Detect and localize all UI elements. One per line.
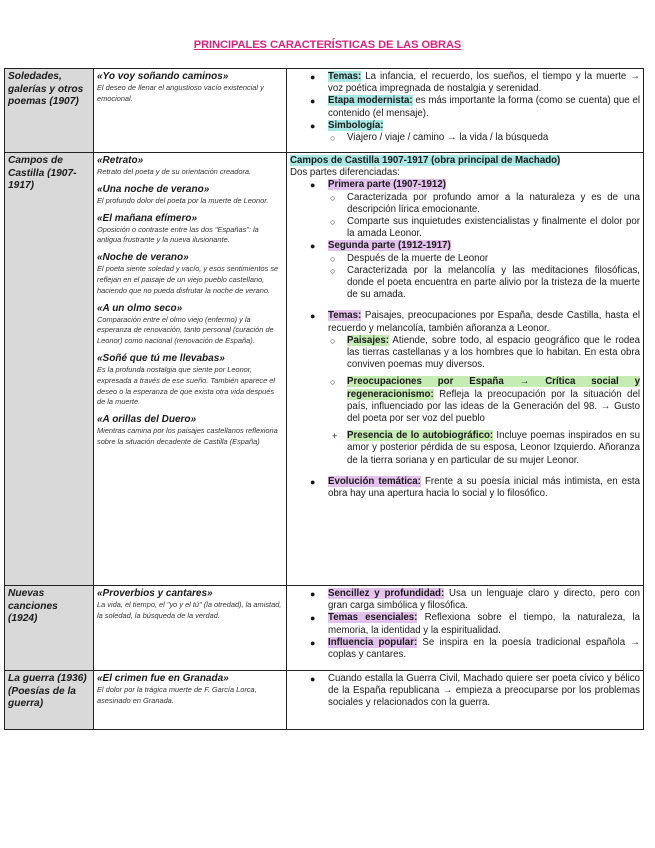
table-row: [5, 69, 644, 153]
table-row: [5, 586, 644, 671]
highlight-label: Paisajes:: [347, 334, 390, 346]
poem-title: «El mañana efímero»: [97, 212, 198, 224]
bullet-text: Refleja la preocupación por la situación del país, influenciado por las ideas de la Generación del 98. → Gusto del poeta por ser voz del pueblo: [347, 388, 640, 425]
highlight-label: Temas:: [328, 310, 362, 322]
bullet-item: [290, 612, 640, 636]
highlight-label: Influencia popular:: [328, 636, 418, 648]
highlight-label: Temas esenciales:: [328, 612, 418, 624]
bullet-text: es más importante la forma (como se cuenta) que el contenido (el mensaje).: [328, 95, 641, 119]
poem-title: «A un olmo seco»: [97, 302, 183, 314]
bullet-item: [290, 71, 640, 95]
sub-bullet-item: ○ Viajero / viaje / camino → la vida / la búsqueda: [290, 132, 640, 144]
poem-title: «Noche de verano»: [97, 252, 189, 264]
highlight-label: Presencia de lo autobiográfico:: [347, 430, 494, 442]
bullet-text: La infancia, el recuerdo, los sueños, el tiempo y la muerte → voz poética impregnada de nostalgia y serenidad.: [328, 71, 640, 95]
bullet-item: [290, 637, 640, 661]
bullet-item: [290, 179, 640, 191]
sub-bullet-item: [290, 376, 640, 425]
highlight-label: Preocupaciones por España → Crítica social y regeneracionismo:: [347, 376, 640, 400]
sub-bullet-item: [290, 335, 640, 372]
bullet-item: ● Cuando estalla la Guerra Civil, Machado quiere ser poeta cívico y bélico de la España republicana → empieza a preocuparse por los problemas sociales y relacionados con la guerra.: [290, 673, 640, 710]
sub-bullet-item: ○ Después de la muerte de Leonor: [290, 253, 640, 265]
highlight-label: Temas:: [328, 71, 362, 82]
poems-cell: [94, 69, 287, 153]
bullet-item: [290, 240, 640, 252]
poem-title: «Retrato»: [97, 155, 144, 166]
bullet-text: Usa un lenguaje claro y directo, pero con gran carga simbólica y filosófica.: [328, 588, 640, 612]
poem-title: «Yo voy soñando caminos»: [97, 71, 229, 82]
poem-title: «Proverbios y cantares»: [97, 588, 213, 599]
poems-cell: [94, 586, 287, 671]
poem-desc: El deseo de llenar el angustioso vacío existencial y emocional.: [97, 83, 264, 103]
poem-desc: Comparación entre el olmo viejo (enfermo) y la esperanza de renovación, tanto personal (curación de Leonor) como nacional (renovación de España).: [97, 314, 274, 346]
poem-desc: El profundo dolor del poeta por la muerte de Leonor.: [97, 195, 269, 205]
highlight-label: Evolución temática:: [328, 475, 421, 487]
work-cell: La guerra (1936) (Poesías de la guerra): [5, 671, 94, 730]
bullet-item: [290, 120, 640, 132]
sub-bullet-item: ○ Caracterizada por profundo amor a la naturaleza y es de una descripción lírica emocionante.: [290, 192, 640, 216]
work-cell: Nuevas canciones (1924): [5, 586, 94, 671]
poem-desc: El poeta siente soledad y vacío, y esos sentimientos se reflejan en el paisaje de un viejo pueblo castellano, haciendo que no pueda disfrutar la noche de verano.: [97, 264, 279, 295]
work-cell: Campos de Castilla (1907-1917): [5, 153, 94, 586]
highlight-label: Sencillez y profundidad:: [328, 588, 445, 599]
poem-desc: La vida, el tiempo, el "yo y el tú" (la otredad), la amistad, la soledad, la búsqueda de la verdad.: [97, 600, 282, 620]
poem-desc: Es la profunda nostalgia que siente por Leonor, expresada a través de ese sueño. También aparece el deseo o la esperanza de que exista otra vida después de la muerte.: [97, 364, 276, 407]
bullet-text: Se inspira en la poesía tradicional española → coplas y cantares.: [328, 636, 640, 661]
bullet-text: Incluye poemas inspirados en su amor y posterior pérdida de su esposa, Leonor Izquierdo. Añoranza de la tierra soriana y en particular de su mujer Leonor.: [347, 430, 640, 466]
characteristics-cell: [287, 671, 644, 730]
bullet-text: Atiende, sobre todo, al espacio geográfico que le rodea las tierras castellanas y a los hombres que lo habitan. En esta obra conviven poemas muy diversos.: [347, 334, 640, 371]
poem-title: «El crimen fue en Granada»: [97, 673, 229, 684]
sub-bullet-item: ○ Caracterizada por la melancolía y las meditaciones filosóficas, donde el poeta encuentra en parte alivio por la tristeza de la muerte de su amada.: [290, 265, 640, 302]
intro-text: Dos partes diferenciadas:: [290, 167, 400, 179]
works-table: [4, 68, 644, 730]
poem-title: «Soñé que tú me llevabas»: [97, 352, 225, 364]
sub-bullet-item: ○ Comparte sus inquietudes existencialistas y finalmente el dolor por la amada Leonor.: [290, 216, 640, 240]
bullet-text: Reflexiona sobre el tiempo, la naturaleza, la memoria, la identidad y la espiritualidad.: [328, 612, 640, 636]
characteristics-cell: [287, 153, 644, 586]
highlight-label: Primera parte (1907-1912): [328, 179, 446, 191]
page-title: PRINCIPALES CARACTERÍSTICAS DE LAS OBRAS: [193, 39, 462, 51]
characteristics-cell: [287, 586, 644, 671]
bullet-item: [290, 588, 640, 612]
bullet-item: [290, 476, 640, 500]
poem-desc: Oposición o contraste entre las dos "Españas": la antigua frustrante y la nueva ilusionante.: [97, 224, 259, 245]
poem-title: «Una noche de verano»: [97, 183, 210, 195]
poems-cell: [94, 671, 287, 730]
poem-title: «A orillas del Duero»: [97, 414, 197, 426]
highlight-label: Campos de Castilla 1907-1917 (obra principal de Machado): [290, 155, 561, 166]
bullet-text: Frente a su poesía inicial más intimista, en esta obra hay una apertura hacia lo social y lo filosófico.: [328, 475, 640, 500]
highlight-label: Etapa modernista:: [328, 95, 413, 107]
work-cell: Soledades, galerías y otros poemas (1907): [5, 69, 94, 153]
section-heading: [290, 155, 640, 167]
highlight-label: Simbología:: [328, 119, 384, 131]
bullet-item: [290, 95, 640, 119]
table-row: [5, 153, 644, 586]
plus-bullet-item: [290, 430, 640, 467]
characteristics-cell: [287, 69, 644, 153]
poem-desc: Retrato del poeta y de su orientación creadora.: [97, 167, 252, 176]
poems-cell: [94, 153, 287, 586]
bullet-item: [290, 310, 640, 334]
bullet-text: Paisajes, preocupaciones por España, desde Castilla, hasta el recuerdo y melancolía, también añoranza a Leonor.: [328, 310, 640, 334]
highlight-label: Segunda parte (1912-1917): [328, 240, 451, 252]
table-row: [5, 671, 644, 730]
poem-desc: Mientras camina por los paisajes castellanos reflexiona sobre la situación decadente de Castilla (España): [97, 426, 278, 446]
poem-desc: El dolor por la trágica muerte de F. García Lorca, asesinado en Granada.: [97, 685, 257, 705]
